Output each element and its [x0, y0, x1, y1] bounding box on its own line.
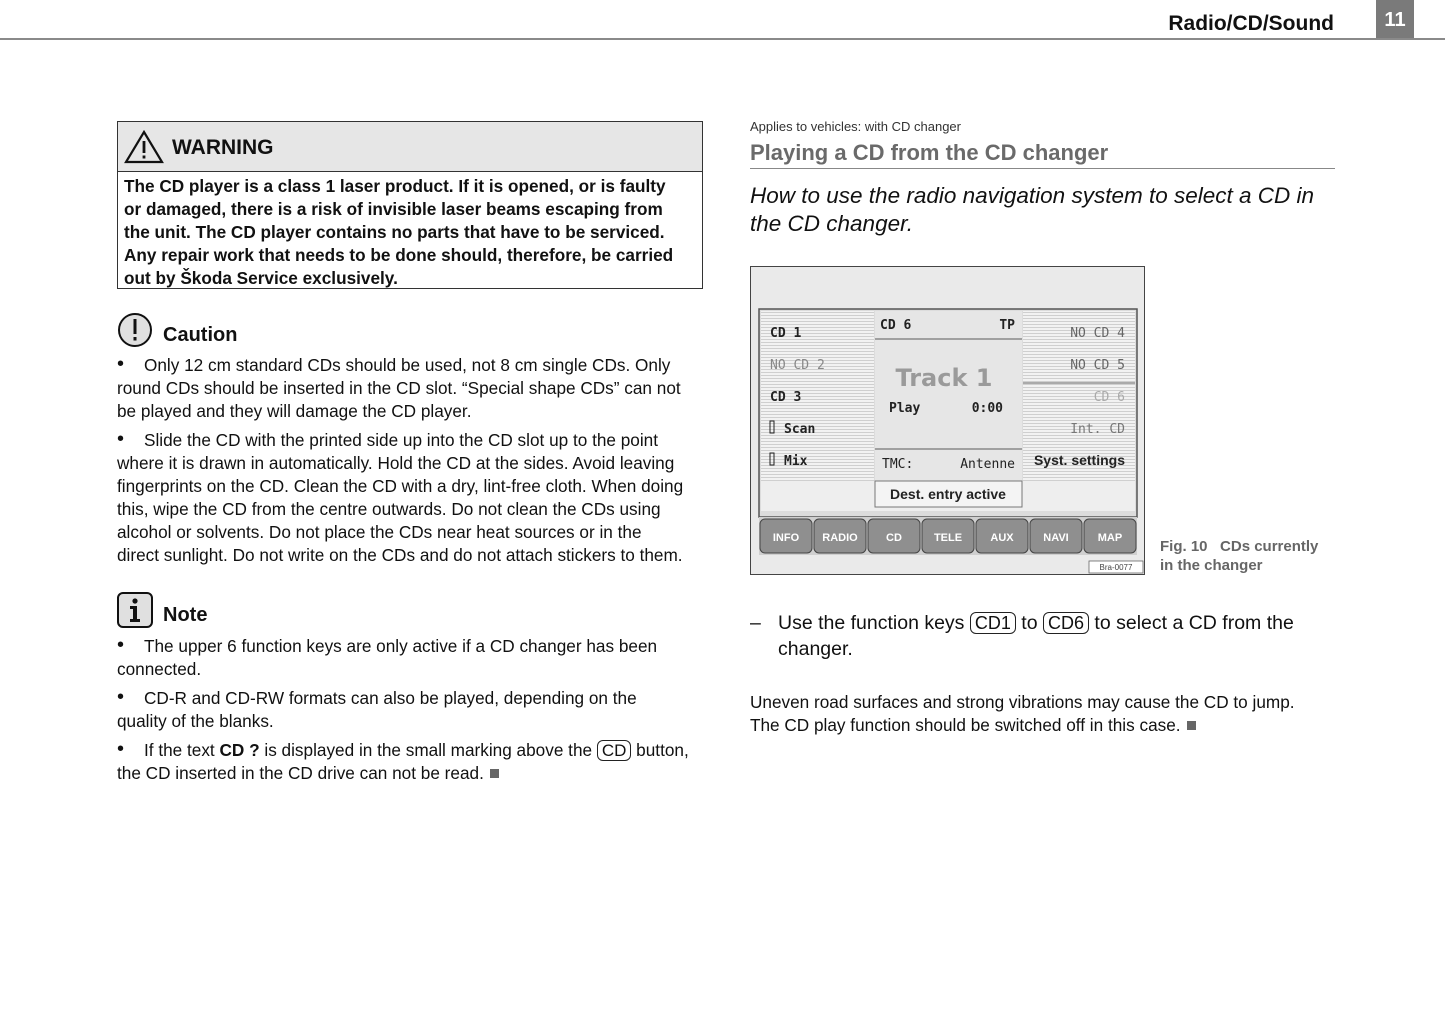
note-item [117, 687, 707, 733]
function-key-cd4[interactable]: NO CD 4 [1070, 326, 1125, 341]
warning-line: The CD player is a class 1 laser product. If it is opened, or is faulty [124, 176, 666, 196]
play-time: 0:00 [971, 401, 1003, 416]
step-dash: – [750, 612, 761, 634]
applies-note: Applies to vehicles: with CD changer [750, 119, 961, 134]
caption-label: Fig. 10 [1160, 538, 1208, 555]
text-line: the CD inserted in the CD drive can not be read. [117, 763, 484, 783]
text-line: fingerprints on the CD. Clean the CD with a dry, lint-free cloth. When doing [117, 476, 684, 496]
warning-box [117, 121, 703, 289]
text-line: How to use the radio navigation system to select a CD in [750, 183, 1315, 208]
navi-button[interactable]: NAVI [1043, 532, 1069, 544]
figure-code: Bra-0077 [1099, 563, 1133, 572]
center-panel [875, 311, 1022, 481]
end-marker-icon [490, 769, 499, 778]
radio-button[interactable]: RADIO [822, 532, 858, 544]
system-settings-option[interactable]: Syst. settings [1033, 452, 1125, 468]
text-run: to [1015, 612, 1043, 634]
text-line: the CD changer. [750, 211, 914, 236]
exclamation-circle-icon [117, 312, 153, 348]
section-heading: Playing a CD from the CD changer [750, 140, 1109, 165]
text-line: Uneven road surfaces and strong vibrations may cause the CD to jump. [750, 692, 1295, 712]
text-line: round CDs should be inserted in the CD slot. “Special shape CDs” can not [117, 378, 681, 398]
function-key-cd6[interactable]: CD 6 [1093, 390, 1125, 405]
note-heading [117, 592, 417, 628]
text-line: this, wipe the CD from the centre outwards. Do not clean the CDs using [117, 499, 661, 519]
function-key-cd2[interactable]: NO CD 2 [770, 358, 825, 373]
map-button[interactable]: MAP [1097, 532, 1123, 544]
tmc-label: TMC: [882, 457, 914, 472]
cd-key-label: CD [597, 740, 632, 761]
text-line: connected. [117, 659, 202, 679]
text-run: to select a CD from the [1089, 612, 1294, 634]
warning-line: Any repair work that needs to be done should, therefore, be carried [124, 245, 674, 265]
caption-text: in the changer [1160, 557, 1263, 574]
warning-line: the unit. The CD player contains no parts that have to be serviced. [124, 222, 665, 242]
text-line: changer. [778, 638, 853, 660]
caution-item [117, 429, 707, 567]
note-title: Note [163, 604, 208, 626]
function-key-cd1[interactable]: CD 1 [770, 326, 802, 341]
mix-option[interactable]: Mix [784, 454, 808, 469]
header-divider [0, 38, 1445, 40]
text-run: is displayed in the small marking above the [259, 740, 597, 760]
cd1-key-label: CD1 [970, 612, 1016, 634]
track-title: Track 1 [895, 364, 993, 392]
figure-caption [1160, 537, 1350, 575]
note-item [117, 739, 707, 785]
text-line: direct sunlight. Do not write on the CDs and do not attach stickers to them. [117, 545, 683, 565]
cd-button[interactable]: CD [886, 532, 902, 544]
chapter-title: Radio/CD/Sound [1168, 12, 1334, 35]
bottom-button-row [760, 519, 1136, 553]
play-status: Play [889, 401, 921, 416]
heading-divider [750, 168, 1335, 169]
info-icon [117, 592, 153, 628]
warning-line: out by Škoda Service exclusively. [124, 268, 398, 288]
function-key-cd5[interactable]: NO CD 5 [1070, 358, 1125, 373]
current-cd-label: CD 6 [880, 318, 912, 333]
closing-paragraph [750, 691, 1340, 737]
bullet-icon: • [117, 686, 125, 708]
warning-line: or damaged, there is a risk of invisible laser beams escaping from [124, 199, 663, 219]
text-line: where it is drawn in automatically. Hold the CD at the sides. Avoid leaving [117, 453, 675, 473]
warning-header [118, 122, 702, 172]
text-line: CD-R and CD-RW formats can also be played, depending on the [144, 688, 637, 708]
figure-cd-changer-screen [750, 266, 1145, 575]
text-line: Slide the CD with the printed side up into the CD slot up to the point [144, 430, 659, 450]
text-run: Use the function keys [778, 612, 970, 634]
cd6-key-label: CD6 [1043, 612, 1089, 634]
text-run: button, [631, 740, 689, 760]
bullet-icon: • [117, 428, 125, 450]
note-item [117, 635, 707, 681]
text-line: quality of the blanks. [117, 711, 274, 731]
intro-text [750, 182, 1340, 238]
caution-item [117, 354, 707, 423]
text-line: alcohol or solvents. Do not place the CDs near heat sources or in the [117, 522, 642, 542]
text-line: Only 12 cm standard CDs should be used, not 8 cm single CDs. Only [144, 355, 671, 375]
internal-cd-option[interactable]: Int. CD [1070, 422, 1125, 437]
info-button[interactable]: INFO [772, 532, 800, 544]
warning-triangle-icon [124, 130, 164, 164]
caution-heading [117, 312, 417, 348]
text-line: The CD play function should be switched off in this case. [750, 715, 1181, 735]
tp-indicator: TP [999, 318, 1015, 333]
bullet-icon: • [117, 353, 125, 375]
warning-title: WARNING [172, 136, 274, 159]
caution-title: Caution [163, 324, 238, 346]
scan-option[interactable]: Scan [784, 422, 816, 437]
cd-error-text: CD ? [219, 740, 260, 760]
tele-button[interactable]: TELE [933, 532, 963, 544]
dest-entry-status: Dest. entry active [890, 486, 1006, 502]
text-run: If the text [144, 740, 220, 760]
text-line: be played and they will damage the CD player. [117, 401, 472, 421]
bullet-icon: • [117, 738, 125, 760]
bullet-icon: • [117, 634, 125, 656]
warning-text [118, 172, 702, 290]
end-marker-icon [1187, 721, 1196, 730]
aux-button[interactable]: AUX [990, 532, 1014, 544]
cd-screen-illustration [751, 267, 1144, 574]
caption-text: CDs currently [1220, 538, 1319, 555]
page-number: 11 [1376, 0, 1414, 38]
antenne-label: Antenne [960, 457, 1015, 472]
text-line: The upper 6 function keys are only active if a CD changer has been [144, 636, 658, 656]
function-key-cd3[interactable]: CD 3 [770, 390, 802, 405]
